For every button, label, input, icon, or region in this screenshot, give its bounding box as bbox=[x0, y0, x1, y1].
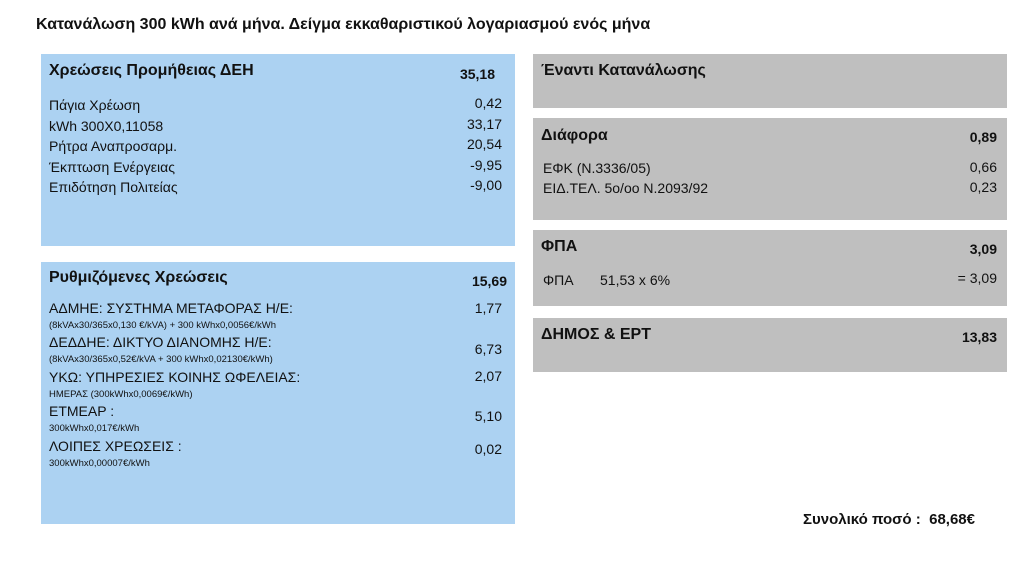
regulated-item-label: ΑΔΜΗΕ: ΣΥΣΤΗΜΑ ΜΕΤΑΦΟΡΑΣ Η/Ε: bbox=[49, 300, 293, 316]
regulated-item-value: 5,10 bbox=[474, 408, 502, 424]
supply-item-label: Έκπτωση Ενέργειας bbox=[49, 159, 175, 175]
regulated-item-detail: (8kVAx30/365x0,52€/kVA + 300 kWhx0,02130€/kWh) bbox=[49, 354, 273, 365]
consumption-panel bbox=[533, 54, 1007, 108]
regulated-item-label: ΛΟΙΠΕΣ ΧΡΕΩΣΕΙΣ : bbox=[49, 438, 182, 454]
misc-item-value: 0,23 bbox=[969, 179, 997, 195]
misc-panel bbox=[533, 118, 1007, 220]
supply-item-value: -9,95 bbox=[470, 157, 502, 173]
vat-label: ΦΠΑ bbox=[543, 272, 574, 288]
supply-item-value: 20,54 bbox=[466, 136, 502, 152]
consumption-header: Έναντι Κατανάλωσης bbox=[541, 62, 706, 79]
supply-item-label: Πάγια Χρέωση bbox=[49, 97, 141, 113]
regulated-item-label: ΕΤΜΕΑΡ : bbox=[49, 403, 115, 419]
supply-item-label: Επιδότηση Πολιτείας bbox=[49, 179, 178, 195]
misc-item-value: 0,66 bbox=[969, 159, 997, 175]
regulated-item-value: 0,02 bbox=[474, 441, 502, 457]
regulated-item-label: ΥΚΩ: ΥΠΗΡΕΣΙΕΣ ΚΟΙΝΗΣ ΩΦΕΛΕΙΑΣ: bbox=[49, 369, 301, 385]
grand-total-value: 68,68€ bbox=[929, 511, 975, 528]
regulated-charges-panel bbox=[41, 262, 515, 524]
vat-calculation: 51,53 x 6% bbox=[600, 272, 671, 288]
misc-item-label: ΕΦΚ (Ν.3336/05) bbox=[543, 160, 651, 176]
supply-charges-total: 35,18 bbox=[459, 66, 495, 82]
vat-value: = 3,09 bbox=[957, 270, 997, 286]
municipal-header: ΔΗΜΟΣ & ΕΡΤ bbox=[541, 326, 651, 343]
supply-item-label: kWh 300Χ0,11058 bbox=[49, 118, 164, 134]
municipal-total: 13,83 bbox=[961, 329, 997, 345]
grand-total bbox=[803, 511, 975, 528]
regulated-item-detail: 300kWhx0,017€/kWh bbox=[49, 423, 140, 434]
grand-total-label: Συνολικό ποσό : bbox=[803, 511, 921, 528]
regulated-item-value: 6,73 bbox=[474, 341, 502, 357]
supply-item-value: -9,00 bbox=[470, 177, 502, 193]
supply-charges-header: Χρεώσεις Προμήθειας ΔΕΗ bbox=[49, 62, 254, 79]
regulated-item-detail: ΗΜΕΡΑΣ (300kWhx0,0069€/kWh) bbox=[49, 389, 193, 400]
vat-header: ΦΠΑ bbox=[541, 238, 578, 255]
municipal-panel bbox=[533, 318, 1007, 372]
regulated-charges-header: Ρυθμιζόμενες Χρεώσεις bbox=[49, 269, 228, 286]
page-title: Κατανάλωση 300 kWh ανά μήνα. Δείγμα εκκαθαριστικού λογαριασμού ενός μήνα bbox=[36, 16, 651, 33]
regulated-item-label: ΔΕΔΔΗΕ: ΔΙΚΤΥΟ ΔΙΑΝΟΜΗΣ Η/Ε: bbox=[49, 334, 272, 350]
regulated-item-value: 1,77 bbox=[474, 300, 502, 316]
misc-header: Διάφορα bbox=[541, 127, 608, 144]
misc-item-label: ΕΙΔ.ΤΕΛ. 5ο/οο Ν.2093/92 bbox=[543, 180, 709, 196]
supply-item-value: 33,17 bbox=[466, 116, 502, 132]
regulated-item-detail: (8kVAx30/365x0,130 €/kVA) + 300 kWhx0,0056€/kWh bbox=[49, 320, 276, 331]
vat-total: 3,09 bbox=[969, 241, 997, 257]
supply-charges-panel bbox=[41, 54, 515, 246]
supply-item-value: 0,42 bbox=[474, 95, 502, 111]
regulated-item-value: 2,07 bbox=[474, 368, 502, 384]
vat-panel bbox=[533, 230, 1007, 306]
regulated-item-detail: 300kWhx0,00007€/kWh bbox=[49, 458, 150, 469]
supply-item-label: Ρήτρα Αναπροσαρμ. bbox=[49, 138, 178, 154]
regulated-charges-total: 15,69 bbox=[471, 273, 507, 289]
misc-total: 0,89 bbox=[969, 129, 997, 145]
